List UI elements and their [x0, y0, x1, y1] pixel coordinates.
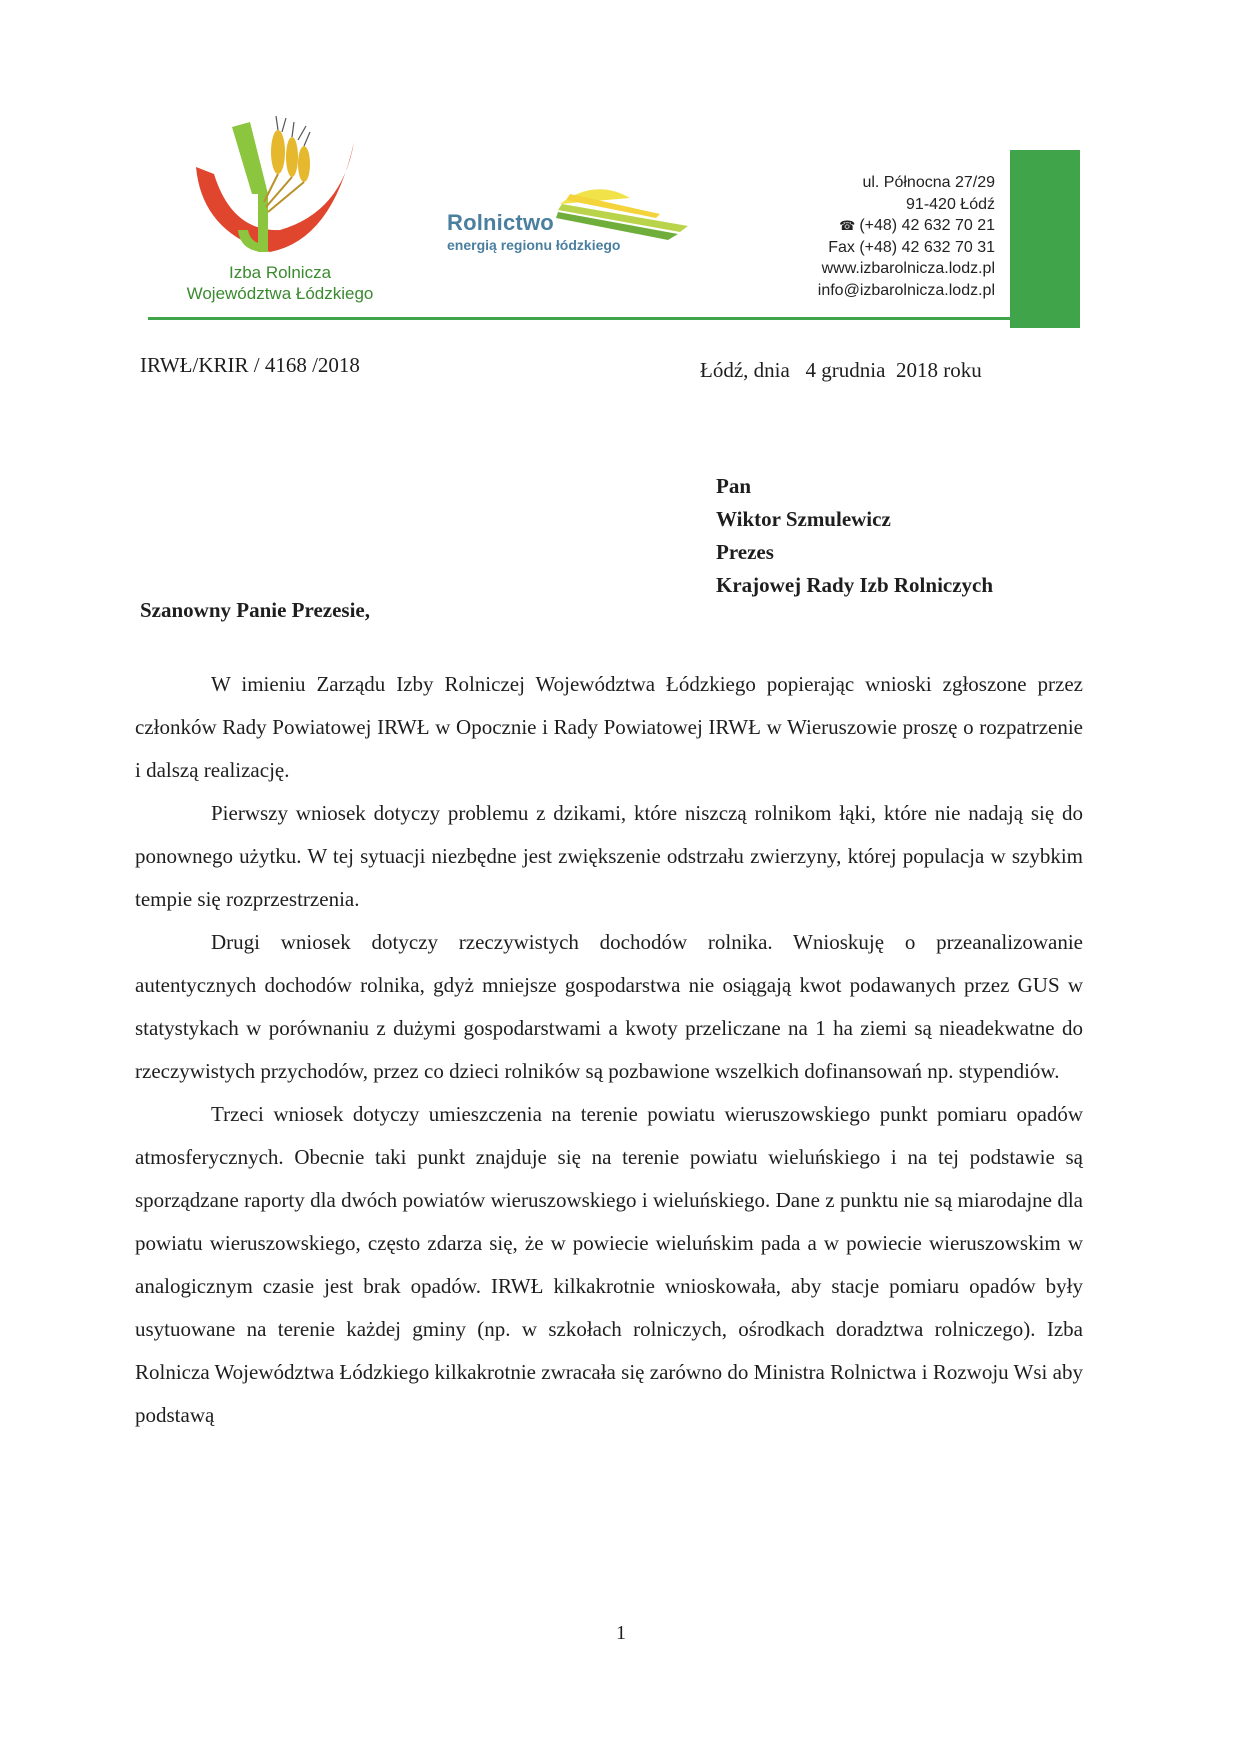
letter-date: Łódź, dnia 4 grudnia 2018 roku [700, 358, 982, 382]
contact-block [740, 172, 995, 301]
recipient-title: Pan [716, 474, 752, 498]
sun-field-logo-icon [540, 180, 690, 250]
address-street: ul. Północna 27/29 [862, 174, 995, 191]
phone-icon: ☎ [839, 218, 856, 233]
recipient-position: Prezes [716, 540, 774, 564]
phone-number: (+48) 42 632 70 21 [859, 217, 995, 234]
website-link[interactable]: www.izbarolnicza.lodz.pl [821, 260, 995, 277]
recipient-block [716, 470, 993, 602]
fax-line: Fax (+48) 42 632 70 31 [828, 238, 995, 256]
address-city: 91-420 Łódź [906, 195, 995, 213]
campaign-subtitle: energią regionu łódzkiego [447, 237, 621, 253]
paragraph-3: Drugi wniosek dotyczy rzeczywistych dochodów rolnika. Wnioskuję o przeanalizowanie autentycznych dochodów rolnika, gdyż mniejsze gospodarstwa nie osiągają kwot podawanych przez GUS w statystykach w porównaniu z dużymi gospodarstwami a kwoty przeliczane na 1 ha ziemi są nieadekwatne do rzeczywistych przychodów, przez co dzieci rolników są pozbawione wszelkich dofinansowań np. stypendiów. [135, 930, 1083, 1083]
wheat-logo-icon [192, 112, 360, 262]
org-name-line1: Izba Rolnicza [228, 263, 332, 282]
salutation: Szanowny Panie Prezesie, [140, 598, 370, 622]
recipient-organization: Krajowej Rady Izb Rolniczych [716, 573, 994, 597]
letter-body [135, 663, 1083, 1437]
reference-number: IRWŁ/KRIR / 4168 /2018 [140, 353, 360, 377]
paragraph-4: Trzeci wniosek dotyczy umieszczenia na terenie powiatu wieruszowskiego punkt pomiaru opadów atmosferycznych. Obecnie taki punkt znajduje się na terenie powiatu wieluńskiego i na tej podstawie są sporządzane raporty dla dwóch powiatów wieruszowskiego i wieluńskiego. Dane z punktu nie są miarodajne dla powiatu wieruszowskiego, często zdarza się, że w powiecie wieluńskim pada a w powiecie wieruszowskim w analogicznym czasie jest brak opadów. IRWŁ kilkakrotnie wnioskowała, aby stacje pomiaru opadów były usytuowane na terenie każdej gminy (np. w szkołach rolniczych, ośrodkach doradztwa rolniczego). Izba Rolnicza Województwa Łódzkiego kilkakrotnie zwracała się zarówno do Ministra Rolnictwa i Rozwoju Wsi aby podstawą [135, 1102, 1083, 1427]
email-link[interactable]: info@izbarolnicza.lodz.pl [817, 281, 995, 299]
org-name [150, 262, 410, 304]
header-accent-block [1010, 150, 1080, 328]
phone-line [740, 215, 995, 237]
recipient-name: Wiktor Szmulewicz [716, 507, 891, 531]
header-divider [148, 317, 1080, 320]
org-name-line2: Województwa Łódzkiego [186, 284, 374, 303]
campaign-title: Rolnictwo [447, 210, 554, 235]
paragraph-1: W imieniu Zarządu Izby Rolniczej Województwa Łódzkiego popierając wnioski zgłoszone przez członków Rady Powiatowej IRWŁ w Opocznie i Rady Powiatowej IRWŁ w Wieruszowie proszę o rozpatrzenie i dalszą realizację. [135, 672, 1083, 782]
paragraph-2: Pierwszy wniosek dotyczy problemu z dzikami, które niszczą rolnikom łąki, które nie nadają się do ponownego użytku. W tej sytuacji niezbędne jest zwiększenie odstrzału zwierzyny, której populacja w szybkim tempie się rozprzestrzenia. [135, 801, 1083, 911]
page-number: 1 [616, 1622, 626, 1644]
